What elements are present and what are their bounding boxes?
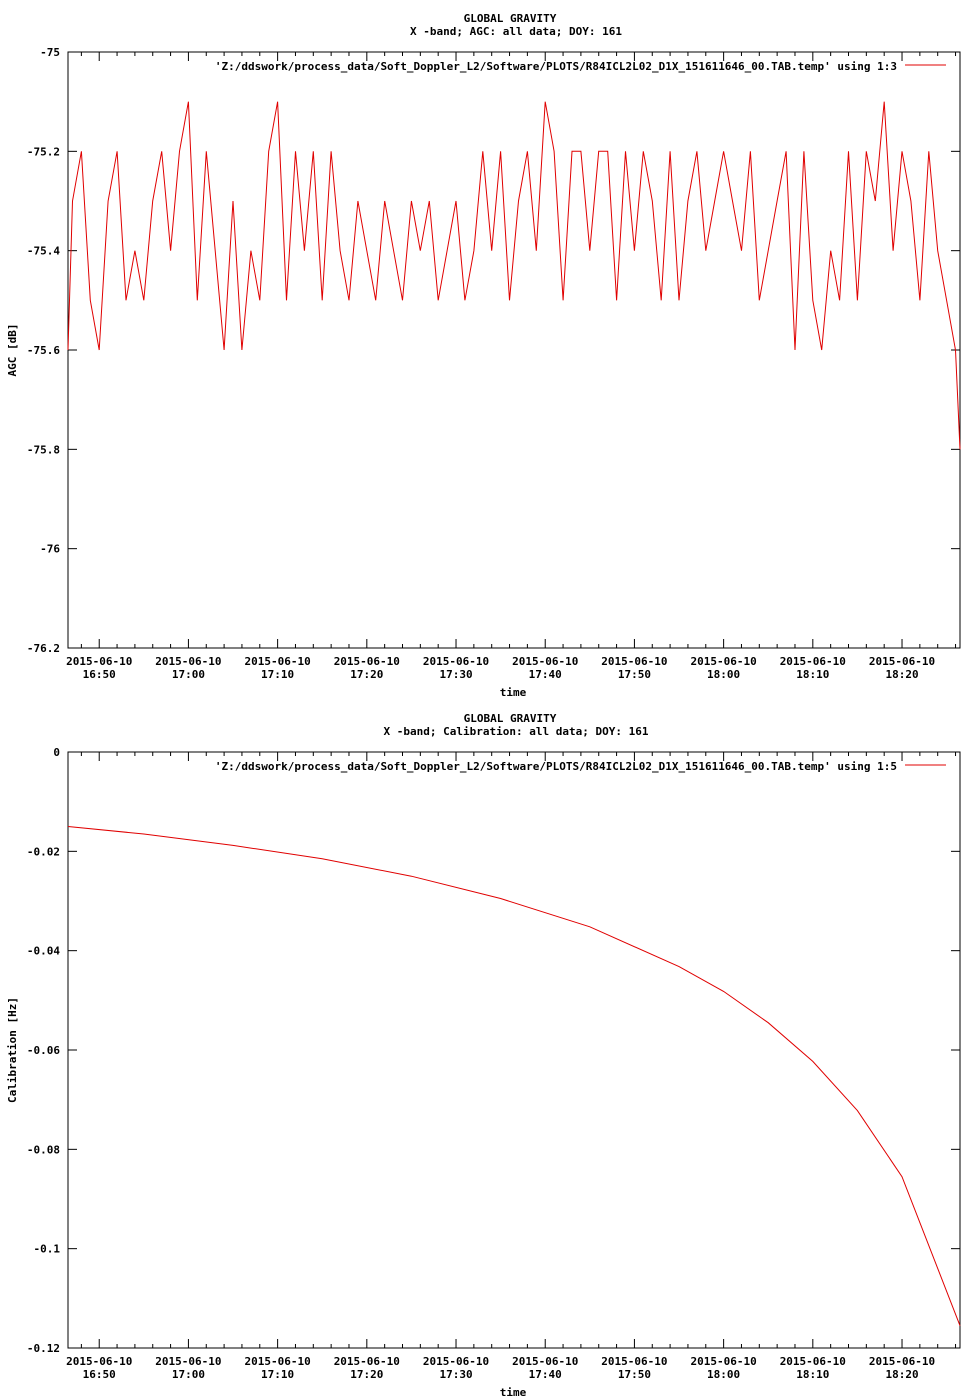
- x-tick-label: 18:20: [885, 1368, 919, 1381]
- x-tick-label: 2015-06-10: [66, 1355, 133, 1368]
- agc-chart: [6, 12, 960, 699]
- x-tick-label: 16:50: [82, 668, 116, 681]
- x-tick-label: 17:20: [350, 1368, 384, 1381]
- x-tick-label: 17:40: [528, 1368, 562, 1381]
- x-tick-label: 17:10: [261, 668, 295, 681]
- x-tick-label: 2015-06-10: [422, 655, 490, 668]
- y-tick-label: -76.2: [26, 642, 60, 655]
- x-tick-label: 18:10: [796, 668, 830, 681]
- x-tick-label: 17:50: [617, 1368, 651, 1381]
- x-tick-label: 2015-06-10: [690, 655, 757, 668]
- y-tick-label: -0.08: [26, 1143, 60, 1157]
- x-tick-label: 17:30: [439, 668, 473, 681]
- x-axis-label: time: [499, 686, 527, 699]
- x-tick-label: 2015-06-10: [601, 1355, 668, 1368]
- x-tick-label: 17:40: [528, 668, 562, 681]
- y-tick-label: -75.6: [26, 344, 60, 357]
- x-tick-label: 16:50: [82, 1368, 116, 1381]
- x-axis-label: time: [499, 1386, 527, 1399]
- y-tick-label: -75: [40, 46, 60, 59]
- x-tick-label: 2015-06-10: [244, 655, 311, 668]
- y-axis-label: AGC [dB]: [6, 323, 19, 377]
- y-tick-label: -0.04: [26, 944, 60, 958]
- y-tick-label: -0.12: [26, 1342, 60, 1355]
- x-tick-label: 2015-06-10: [868, 655, 936, 668]
- x-tick-label: 2015-06-10: [512, 1355, 579, 1368]
- y-tick-label: -75.4: [26, 244, 60, 258]
- x-tick-label: 18:20: [885, 668, 919, 681]
- legend-label: 'Z:/ddswork/process_data/Soft_Doppler_L2/Software/PLOTS/R84ICL2L02_D1X_151611646_00.TAB.temp' using 1:5: [214, 760, 897, 773]
- data-series: [68, 102, 960, 450]
- x-tick-label: 2015-06-10: [422, 1355, 490, 1368]
- y-tick-label: -0.06: [26, 1044, 60, 1057]
- y-axis-ticks: [27, 46, 960, 655]
- calibration-chart: [6, 712, 960, 1399]
- x-tick-label: 17:00: [171, 668, 205, 681]
- x-tick-label: 2015-06-10: [690, 1355, 757, 1368]
- x-tick-label: 2015-06-10: [601, 655, 668, 668]
- x-tick-label: 2015-06-10: [244, 1355, 311, 1368]
- x-tick-label: 18:10: [796, 1368, 830, 1381]
- y-tick-label: 0: [53, 746, 60, 759]
- x-tick-label: 17:30: [439, 1368, 473, 1381]
- x-tick-label: 2015-06-10: [779, 655, 846, 668]
- x-tick-label: 2015-06-10: [155, 655, 222, 668]
- x-tick-label: 17:00: [171, 1368, 205, 1381]
- x-tick-label: 17:20: [350, 668, 384, 681]
- y-tick-label: -0.02: [26, 845, 60, 859]
- plot-frame: [68, 52, 960, 648]
- x-tick-label: 17:50: [617, 668, 651, 681]
- chart-subtitle: X -band; Calibration: all data; DOY: 161: [383, 725, 649, 738]
- x-axis-ticks: [66, 752, 955, 1381]
- x-tick-label: 17:10: [261, 1368, 295, 1381]
- x-tick-label: 18:00: [707, 668, 741, 681]
- x-tick-label: 2015-06-10: [512, 655, 579, 668]
- x-tick-label: 18:00: [707, 1368, 741, 1381]
- y-tick-label: -0.1: [33, 1242, 60, 1256]
- x-tick-label: 2015-06-10: [779, 1355, 846, 1368]
- x-tick-label: 2015-06-10: [66, 655, 133, 668]
- chart-subtitle: X -band; AGC: all data; DOY: 161: [410, 25, 622, 38]
- y-tick-label: -75.2: [26, 145, 60, 159]
- chart-title: GLOBAL GRAVITY: [463, 712, 557, 725]
- series-line: [68, 102, 960, 450]
- y-tick-label: -75.8: [26, 443, 60, 457]
- chart-title: GLOBAL GRAVITY: [463, 12, 557, 25]
- series-line: [68, 827, 960, 1326]
- y-axis-label: Calibration [Hz]: [6, 997, 19, 1103]
- x-tick-label: 2015-06-10: [333, 655, 400, 668]
- x-tick-label: 2015-06-10: [333, 1355, 400, 1368]
- x-tick-label: 2015-06-10: [868, 1355, 936, 1368]
- legend-label: 'Z:/ddswork/process_data/Soft_Doppler_L2/Software/PLOTS/R84ICL2L02_D1X_151611646_00.TAB.temp' using 1:3: [214, 60, 897, 73]
- x-axis-ticks: [66, 52, 955, 681]
- data-series: [68, 827, 960, 1326]
- x-tick-label: 2015-06-10: [155, 1355, 222, 1368]
- y-tick-label: -76: [40, 542, 60, 556]
